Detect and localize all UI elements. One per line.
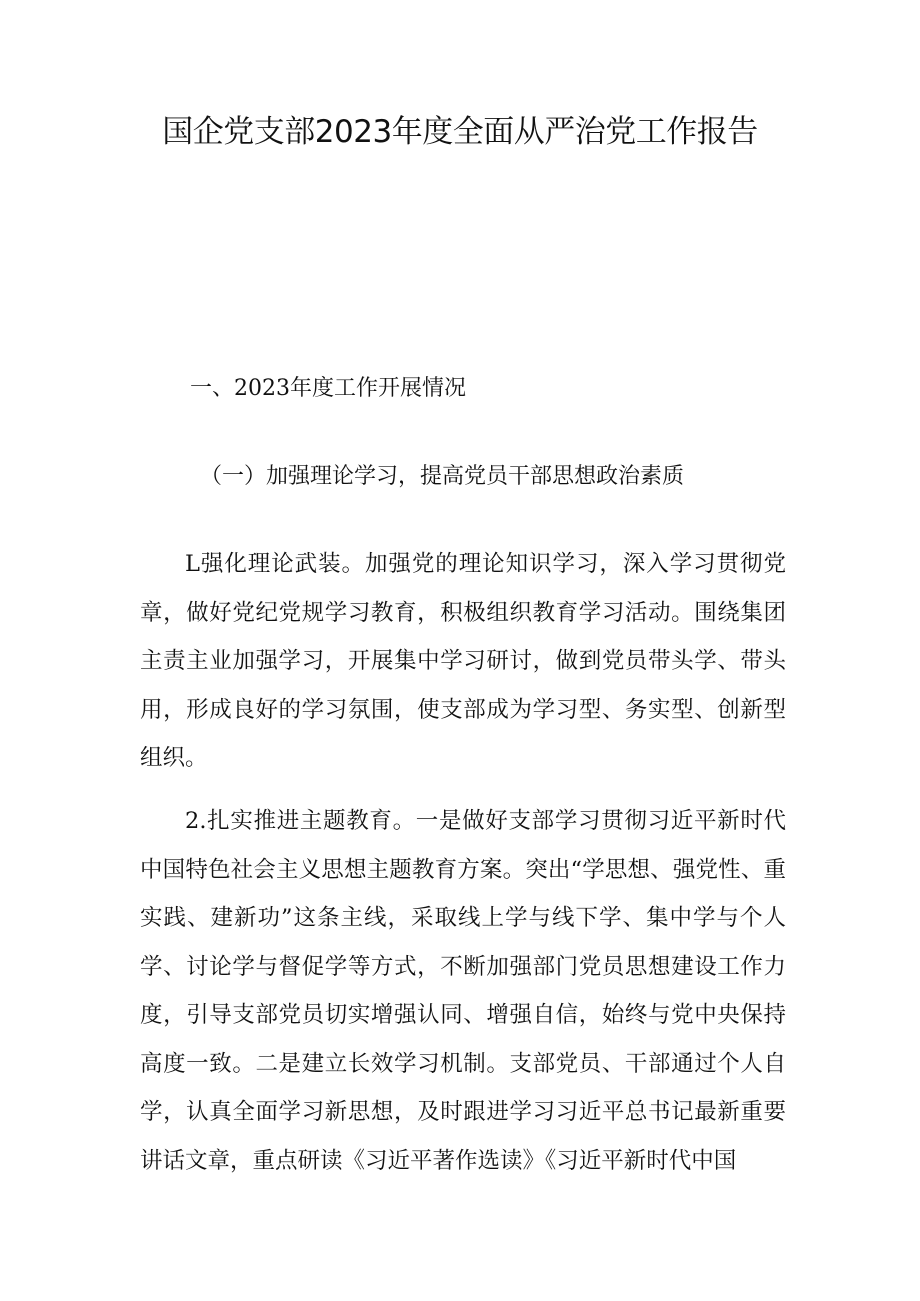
section-heading: 一、2023年度工作开展情况: [190, 376, 466, 401]
document-title: 国企党支部2023年度全面从严治党工作报告: [162, 114, 758, 150]
subsection-heading: （一）加强理论学习，提高党员干部思想政治素质: [200, 464, 685, 489]
body-paragraph-1: L强化理论武装。加强党的理论知识学习，深入学习贯彻党章，做好党纪党规学习教育，积极组织教育学习活动。围绕集团主责主业加强学习，开展集中学习研讨，做到党员带头学、带头用，形成良好的学习氛围，使支部成为学习型、务实型、创新型组织。: [140, 551, 786, 771]
body-paragraph-2: 2.扎实推进主题教育。一是做好支部学习贯彻习近平新时代中国特色社会主义思想主题教育方案。突出“学思想、强党性、重实践、建新功”这条主线，采取线上学与线下学、集中学与个人学、讨论学与督促学等方式，不断加强部门党员思想建设工作力度，引导支部党员切实增强认同、增强自信，始终与党中央保持高度一致。二是建立长效学习机制。支部党员、干部通过个人自学，认真全面学习新思想，及时跟进学习习近平总书记最新重要讲话文章，重点研读《习近平著作选读》《习近平新时代中国: [140, 808, 786, 1174]
